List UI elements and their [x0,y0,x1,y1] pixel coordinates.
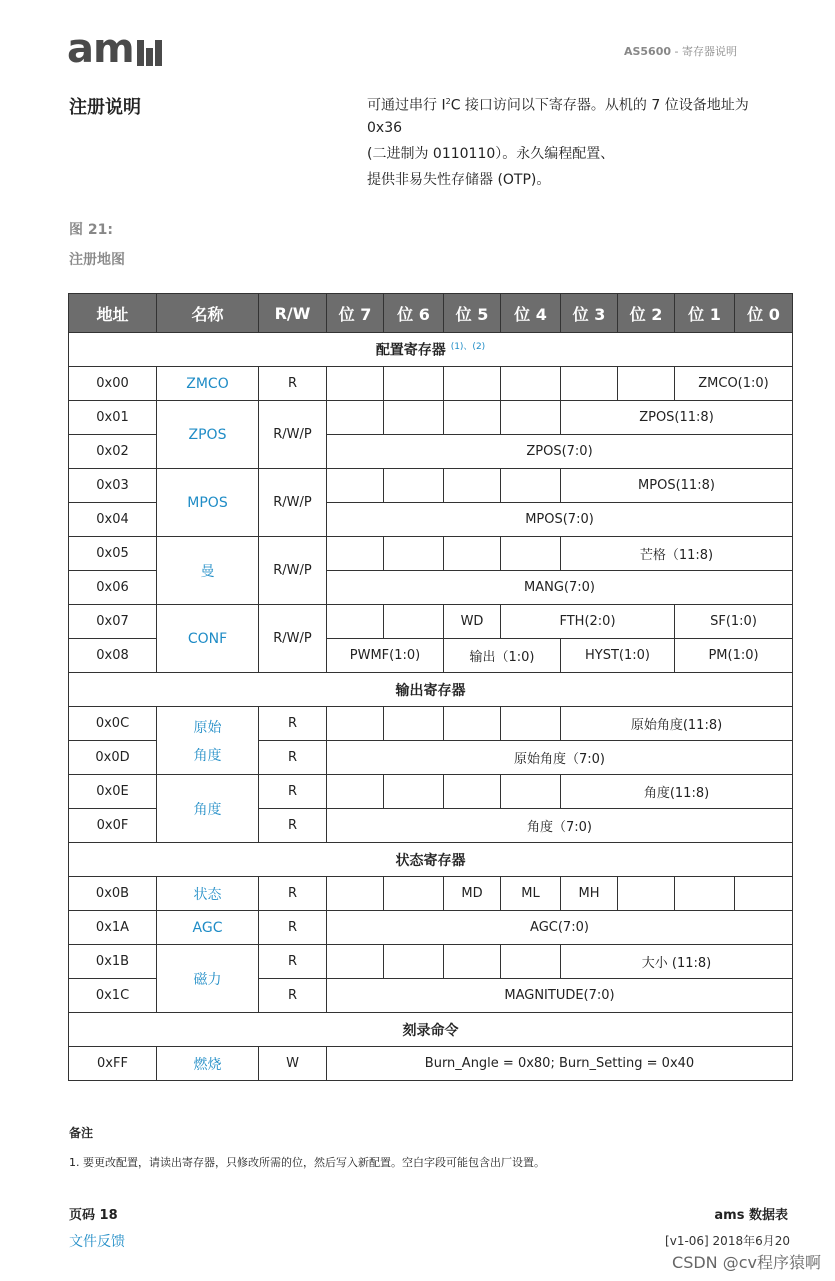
name-cell: CONF [157,605,259,673]
version-date: [v1-06] 2018年6月20 [665,1234,790,1248]
watermark: CSDN @cv程序猿啊 [672,1253,821,1272]
field-cell: Burn_Angle = 0x80; Burn_Setting = 0x40 [327,1047,793,1081]
rw-cell: R [259,979,327,1013]
rw-cell: W [259,1047,327,1081]
header-rw: R/W [259,294,327,333]
header-bit6: 位 6 [384,294,444,333]
table-header-row [69,294,793,333]
section-row-burn [69,1013,793,1047]
field-cell: MD [444,877,501,911]
table-row [69,707,793,741]
rw-cell: R/W/P [259,469,327,537]
rw-cell: R [259,809,327,843]
notes-heading: 备注 [69,1126,94,1140]
figure-title: 注册地图 [69,252,125,268]
rw-cell: R [259,945,327,979]
field-cell: SF(1:0) [675,605,793,639]
figure-label: 图 21: [69,222,113,238]
field-cell: ZPOS(7:0) [327,435,793,469]
table-row [69,945,793,979]
field-cell: HYST(1:0) [561,639,675,673]
header-name: 名称 [157,294,259,333]
name-cell: MPOS [157,469,259,537]
addr-cell: 0x07 [69,605,157,639]
section-output: 输出寄存器 [69,673,793,707]
note-1: 1. 要更改配置，请读出寄存器，只修改所需的位，然后写入新配置。空白字段可能包含出厂设置。 [69,1156,545,1169]
logo-bars-icon [137,36,164,66]
addr-cell: 0x0B [69,877,157,911]
field-cell: 角度(11:8) [561,775,793,809]
name-cell: 燃烧 [157,1047,259,1081]
field-cell: 原始角度（7:0) [327,741,793,775]
rw-cell: R [259,775,327,809]
table-row [69,775,793,809]
field-cell: MPOS(7:0) [327,503,793,537]
addr-cell: 0x05 [69,537,157,571]
name-cell: ZMCO [157,367,259,401]
figure-caption [69,215,125,275]
field-cell: MANG(7:0) [327,571,793,605]
header-bit5: 位 5 [444,294,501,333]
table-row [69,877,793,911]
field-cell: 原始角度(11:8) [561,707,793,741]
name-cell: 状态 [157,877,259,911]
doc-sep: - [671,45,682,58]
field-cell: ZPOS(11:8) [561,401,793,435]
addr-cell: 0xFF [69,1047,157,1081]
config-footnotes: (1)、(2) [450,342,486,353]
rw-cell: R [259,741,327,775]
doc-title: 寄存器说明 [682,45,737,58]
table-row [69,911,793,945]
addr-cell: 0x08 [69,639,157,673]
addr-cell: 0x0C [69,707,157,741]
header-bit1: 位 1 [675,294,735,333]
section-config: 配置寄存器 $^{(1)、(2)}$ [69,333,793,367]
field-cell: FTH(2:0) [501,605,675,639]
feedback-link[interactable]: 文件反馈 [69,1234,125,1250]
section-row-config [69,333,793,367]
section-row-status [69,843,793,877]
table-row [69,367,793,401]
field-cell: MAGNITUDE(7:0) [327,979,793,1013]
addr-cell: 0x1C [69,979,157,1013]
addr-cell: 0x02 [69,435,157,469]
table-row [69,469,793,503]
name-cell: 角度 [157,775,259,843]
addr-cell: 0x0D [69,741,157,775]
section-row-output [69,673,793,707]
header-bit7: 位 7 [327,294,384,333]
rw-cell: R/W/P [259,537,327,605]
name-cell: 曼 [157,537,259,605]
rw-cell: R [259,911,327,945]
field-cell: AGC(7:0) [327,911,793,945]
doc-id: AS5600 [623,45,672,58]
field-cell: ZMCO(1:0) [675,367,793,401]
table-row [69,537,793,571]
header-addr: 地址 [69,294,157,333]
addr-cell: 0x00 [69,367,157,401]
rw-cell: R/W/P [259,605,327,673]
field-cell: 芒格（11:8) [561,537,793,571]
addr-cell: 0x0E [69,775,157,809]
addr-cell: 0x1B [69,945,157,979]
field-cell: 角度（7:0) [327,809,793,843]
rw-cell: R [259,367,327,401]
addr-cell: 0x01 [69,401,157,435]
intro-line-2: 0x36 [367,120,403,136]
section-status: 状态寄存器 [69,843,793,877]
rw-cell: R [259,707,327,741]
addr-cell: 0x0F [69,809,157,843]
table-row [69,605,793,639]
rw-cell: R/W/P [259,401,327,469]
addr-cell: 0x1A [69,911,157,945]
header-bit3: 位 3 [561,294,618,333]
header-bit4: 位 4 [501,294,561,333]
field-cell: PWMF(1:0) [327,639,444,673]
intro-line-4: 提供非易失性存储器 (OTP)。 [367,172,551,188]
header-bit2: 位 2 [618,294,675,333]
field-cell: ML [501,877,561,911]
section-burn: 刻录命令 [69,1013,793,1047]
field-cell: MH [561,877,618,911]
field-cell: 大小 (11:8) [561,945,793,979]
intro-line-1: 可通过串行 $I^2C$ 接口访问以下寄存器。从机的 7 位设备地址为 [367,97,749,114]
page-number: 页码 18 [69,1208,118,1223]
rw-cell: R [259,877,327,911]
section-title: 注册说明 [69,97,141,118]
addr-cell: 0x04 [69,503,157,537]
ams-logo [67,26,164,72]
name-cell: AGC [157,911,259,945]
name-cell: 原始 角度 [157,707,259,775]
intro-paragraph [367,89,807,193]
name-cell: ZPOS [157,401,259,469]
addr-cell: 0x03 [69,469,157,503]
header-doc-title [624,43,737,59]
addr-cell: 0x06 [69,571,157,605]
header-bit0: 位 0 [735,294,793,333]
field-cell: MPOS(11:8) [561,469,793,503]
field-cell: PM(1:0) [675,639,793,673]
table-row [69,1047,793,1081]
table-row [69,401,793,435]
datasheet-label: ams 数据表 [714,1208,788,1223]
name-cell: 磁力 [157,945,259,1013]
field-cell: WD [444,605,501,639]
field-cell: 输出（1:0) [444,639,561,673]
register-map-table [68,293,793,1081]
logo-text: am [67,26,134,72]
intro-line-3: (二进制为 0110110）。永久编程配置、 [367,146,615,162]
